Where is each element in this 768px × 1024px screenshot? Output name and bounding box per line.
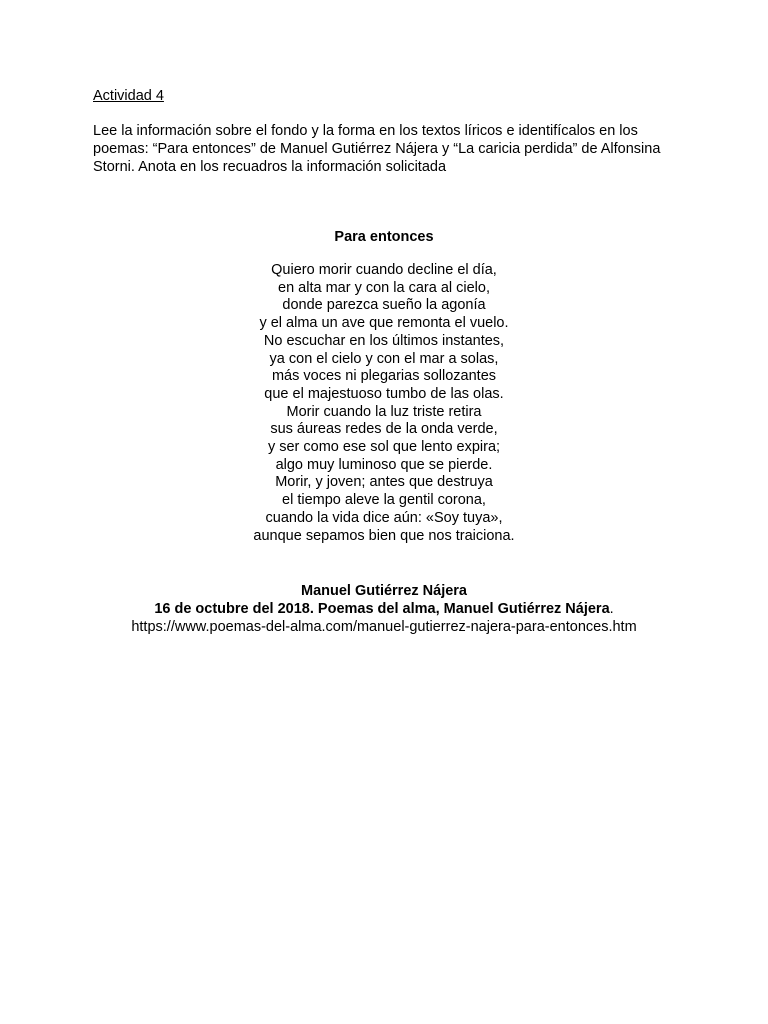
poem-verses [0, 262, 768, 545]
poem-line: Morir, y joven; antes que destruya [275, 474, 493, 491]
author-name: Manuel Gutiérrez Nájera [301, 583, 467, 599]
poem-line: donde parezca sueño la agonía [282, 297, 486, 314]
poem-title: Para entonces [334, 229, 434, 245]
poem-line: aunque sepamos bien que nos traiciona. [253, 527, 515, 544]
citation-line [0, 600, 768, 618]
activity-title: Actividad 4 [93, 88, 164, 104]
source-url: https://www.poemas-del-alma.com/manuel-gutierrez-najera-para-entonces.htm [131, 619, 637, 635]
instructions-line: Lee la información sobre el fondo y la forma en los textos líricos e identifícalos en los [93, 123, 638, 139]
citation-period: . [609, 601, 614, 617]
poem-line: Quiero morir cuando decline el día, [271, 262, 497, 278]
poem-line: en alta mar y con la cara al cielo, [278, 279, 490, 296]
poem-line: más voces ni plegarias sollozantes [271, 368, 497, 385]
poem-line: algo muy luminoso que se pierde. [275, 456, 493, 473]
poem-line: Morir cuando la luz triste retira [286, 403, 482, 420]
instructions-line: Storni. Anota en los recuadros la información solicitada [93, 159, 447, 175]
instructions-line: poemas: “Para entonces” de Manuel Gutiérrez Nájera y “La caricia perdida” de Alfonsina [93, 141, 661, 157]
poem-line: No escuchar en los últimos instantes, [263, 332, 505, 349]
attribution-block [0, 582, 768, 636]
poem-line: y ser como ese sol que lento expira; [267, 439, 501, 456]
instructions-paragraph [93, 122, 673, 176]
poem-line: y el alma un ave que remonta el vuelo. [259, 315, 509, 332]
poem-line: que el majestuoso tumbo de las olas. [264, 385, 504, 402]
poem-line: sus áureas redes de la onda verde, [270, 421, 498, 438]
poem-line: ya con el cielo y con el mar a solas, [269, 350, 499, 367]
poem-line: el tiempo aleve la gentil corona, [282, 492, 486, 509]
poem-line: cuando la vida dice aún: «Soy tuya», [265, 509, 503, 526]
citation-text: 16 de octubre del 2018. Poemas del alma, Manuel Gutiérrez Nájera [154, 601, 610, 617]
